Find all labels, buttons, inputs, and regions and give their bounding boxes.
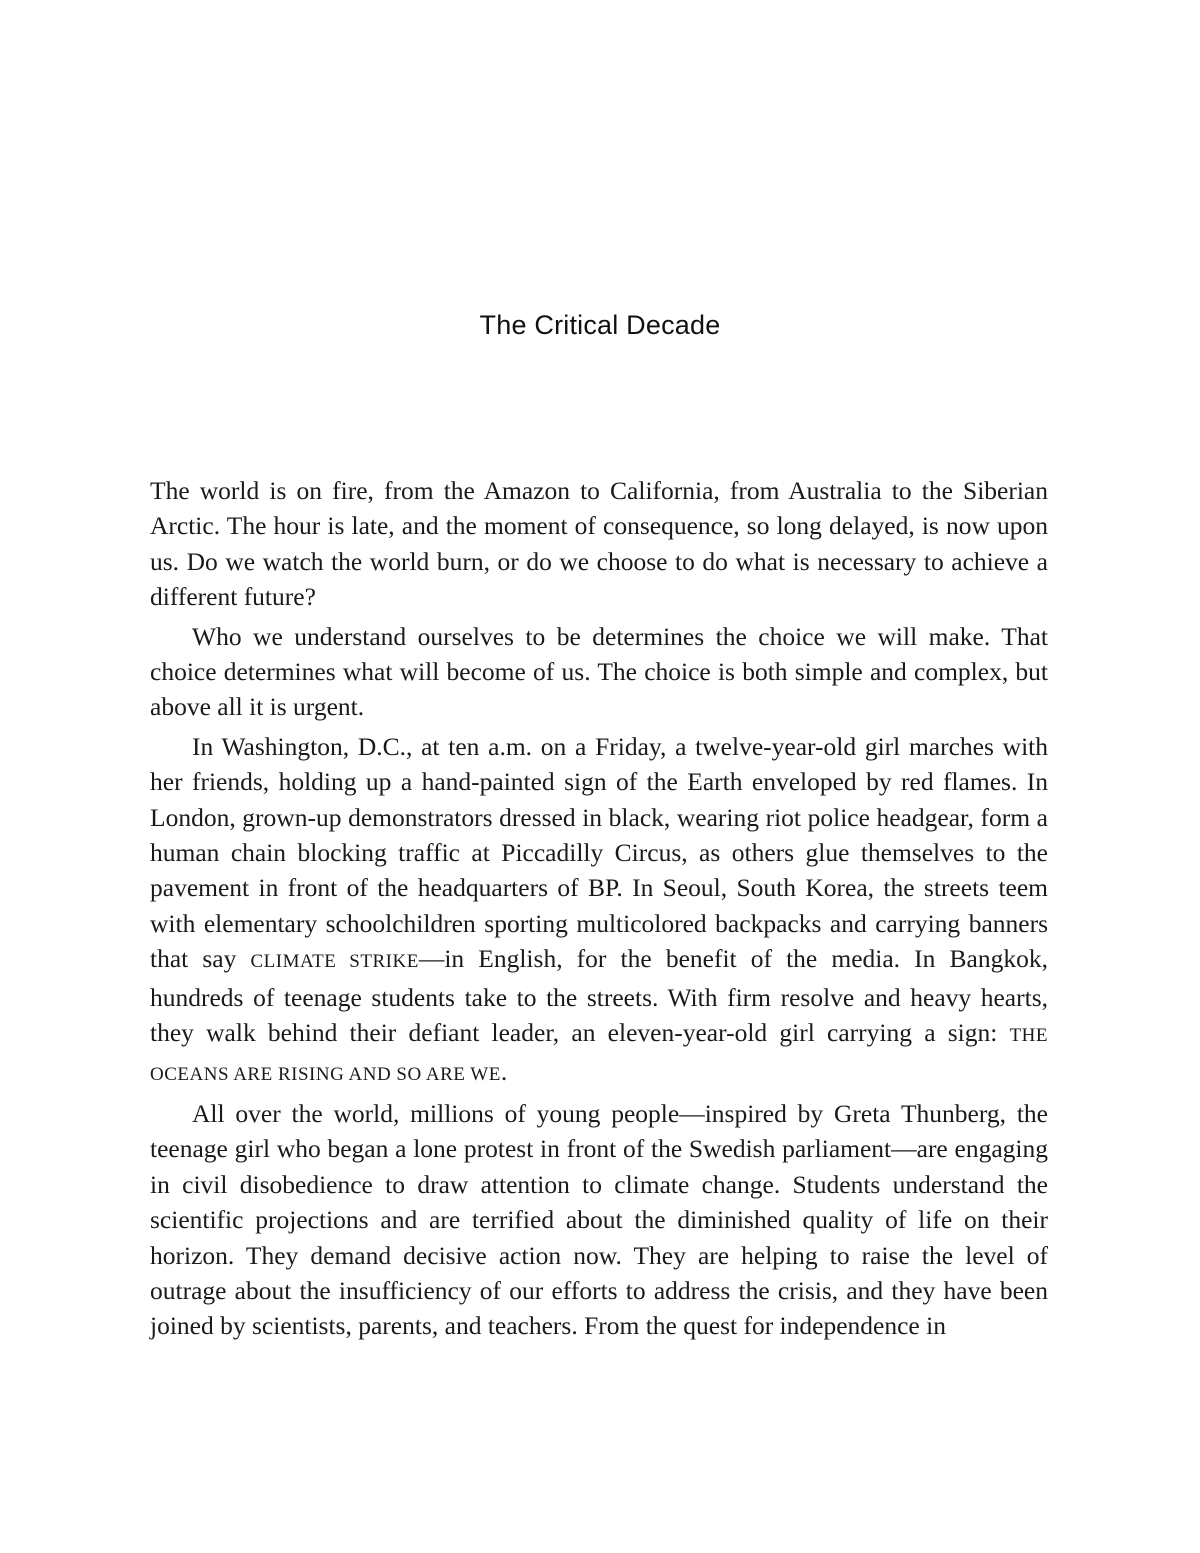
chapter-title: The Critical Decade <box>479 310 721 340</box>
paragraph-3-text-c: . <box>500 1056 508 1086</box>
paragraph-3-text-a: In Washington, D.C., at ten a.m. on a Friday, a twelve-year-old girl marches with her friends, holding up a hand-painted sign of the Earth enveloped by red flames. In London, grown-up demonstrators dressed in black, wearing riot police headgear, form a human chain blocking traffic at Piccadilly Circus, as others glue themselves to the pavement in front of the headquarters of BP. In Seoul, South Korea, the streets teem with elementary schoolchildren sporting multicolored backpacks and carrying banners that say <box>150 731 1048 974</box>
sign-climate-strike: CLIMATE STRIKE <box>250 951 419 973</box>
sign-oceans-rising: THE OCEANS ARE RISING AND SO ARE WE <box>150 1025 1048 1085</box>
paragraph-2: Who we understand ourselves to be determines the choice we will make. That choice determines what will become of us. The choice is both simple and complex, but above all it is urgent. <box>150 621 1048 722</box>
paragraph-3 <box>150 729 1048 1092</box>
paragraph-3-text-b: —in English, for the benefit of the media. In Bangkok, hundreds of teenage students take to the streets. With firm resolve and heavy hearts, they walk behind their defiant leader, an eleven-year-old girl carrying a sign: <box>150 944 1048 1048</box>
paragraph-1: The world is on fire, from the Amazon to California, from Australia to the Siberian Arctic. The hour is late, and the moment of consequence, so long delayed, is now upon us. Do we watch the world burn, or do we choose to do what is necessary to achieve a different future? <box>150 476 1048 612</box>
paragraph-4: All over the world, millions of young people—inspired by Greta Thunberg, the teenage girl who began a lone protest in front of the Swedish parliament—are engaging in civil disobedience to draw attention to climate change. Students understand the scientific projections and are terrified about the diminished quality of life on their horizon. They demand decisive action now. They are helping to raise the level of outrage about the insufficiency of our efforts to address the crisis, and they have been joined by scientists, parents, and teachers. From the quest for independence in <box>150 1098 1048 1341</box>
chapter-body <box>150 473 1048 1348</box>
